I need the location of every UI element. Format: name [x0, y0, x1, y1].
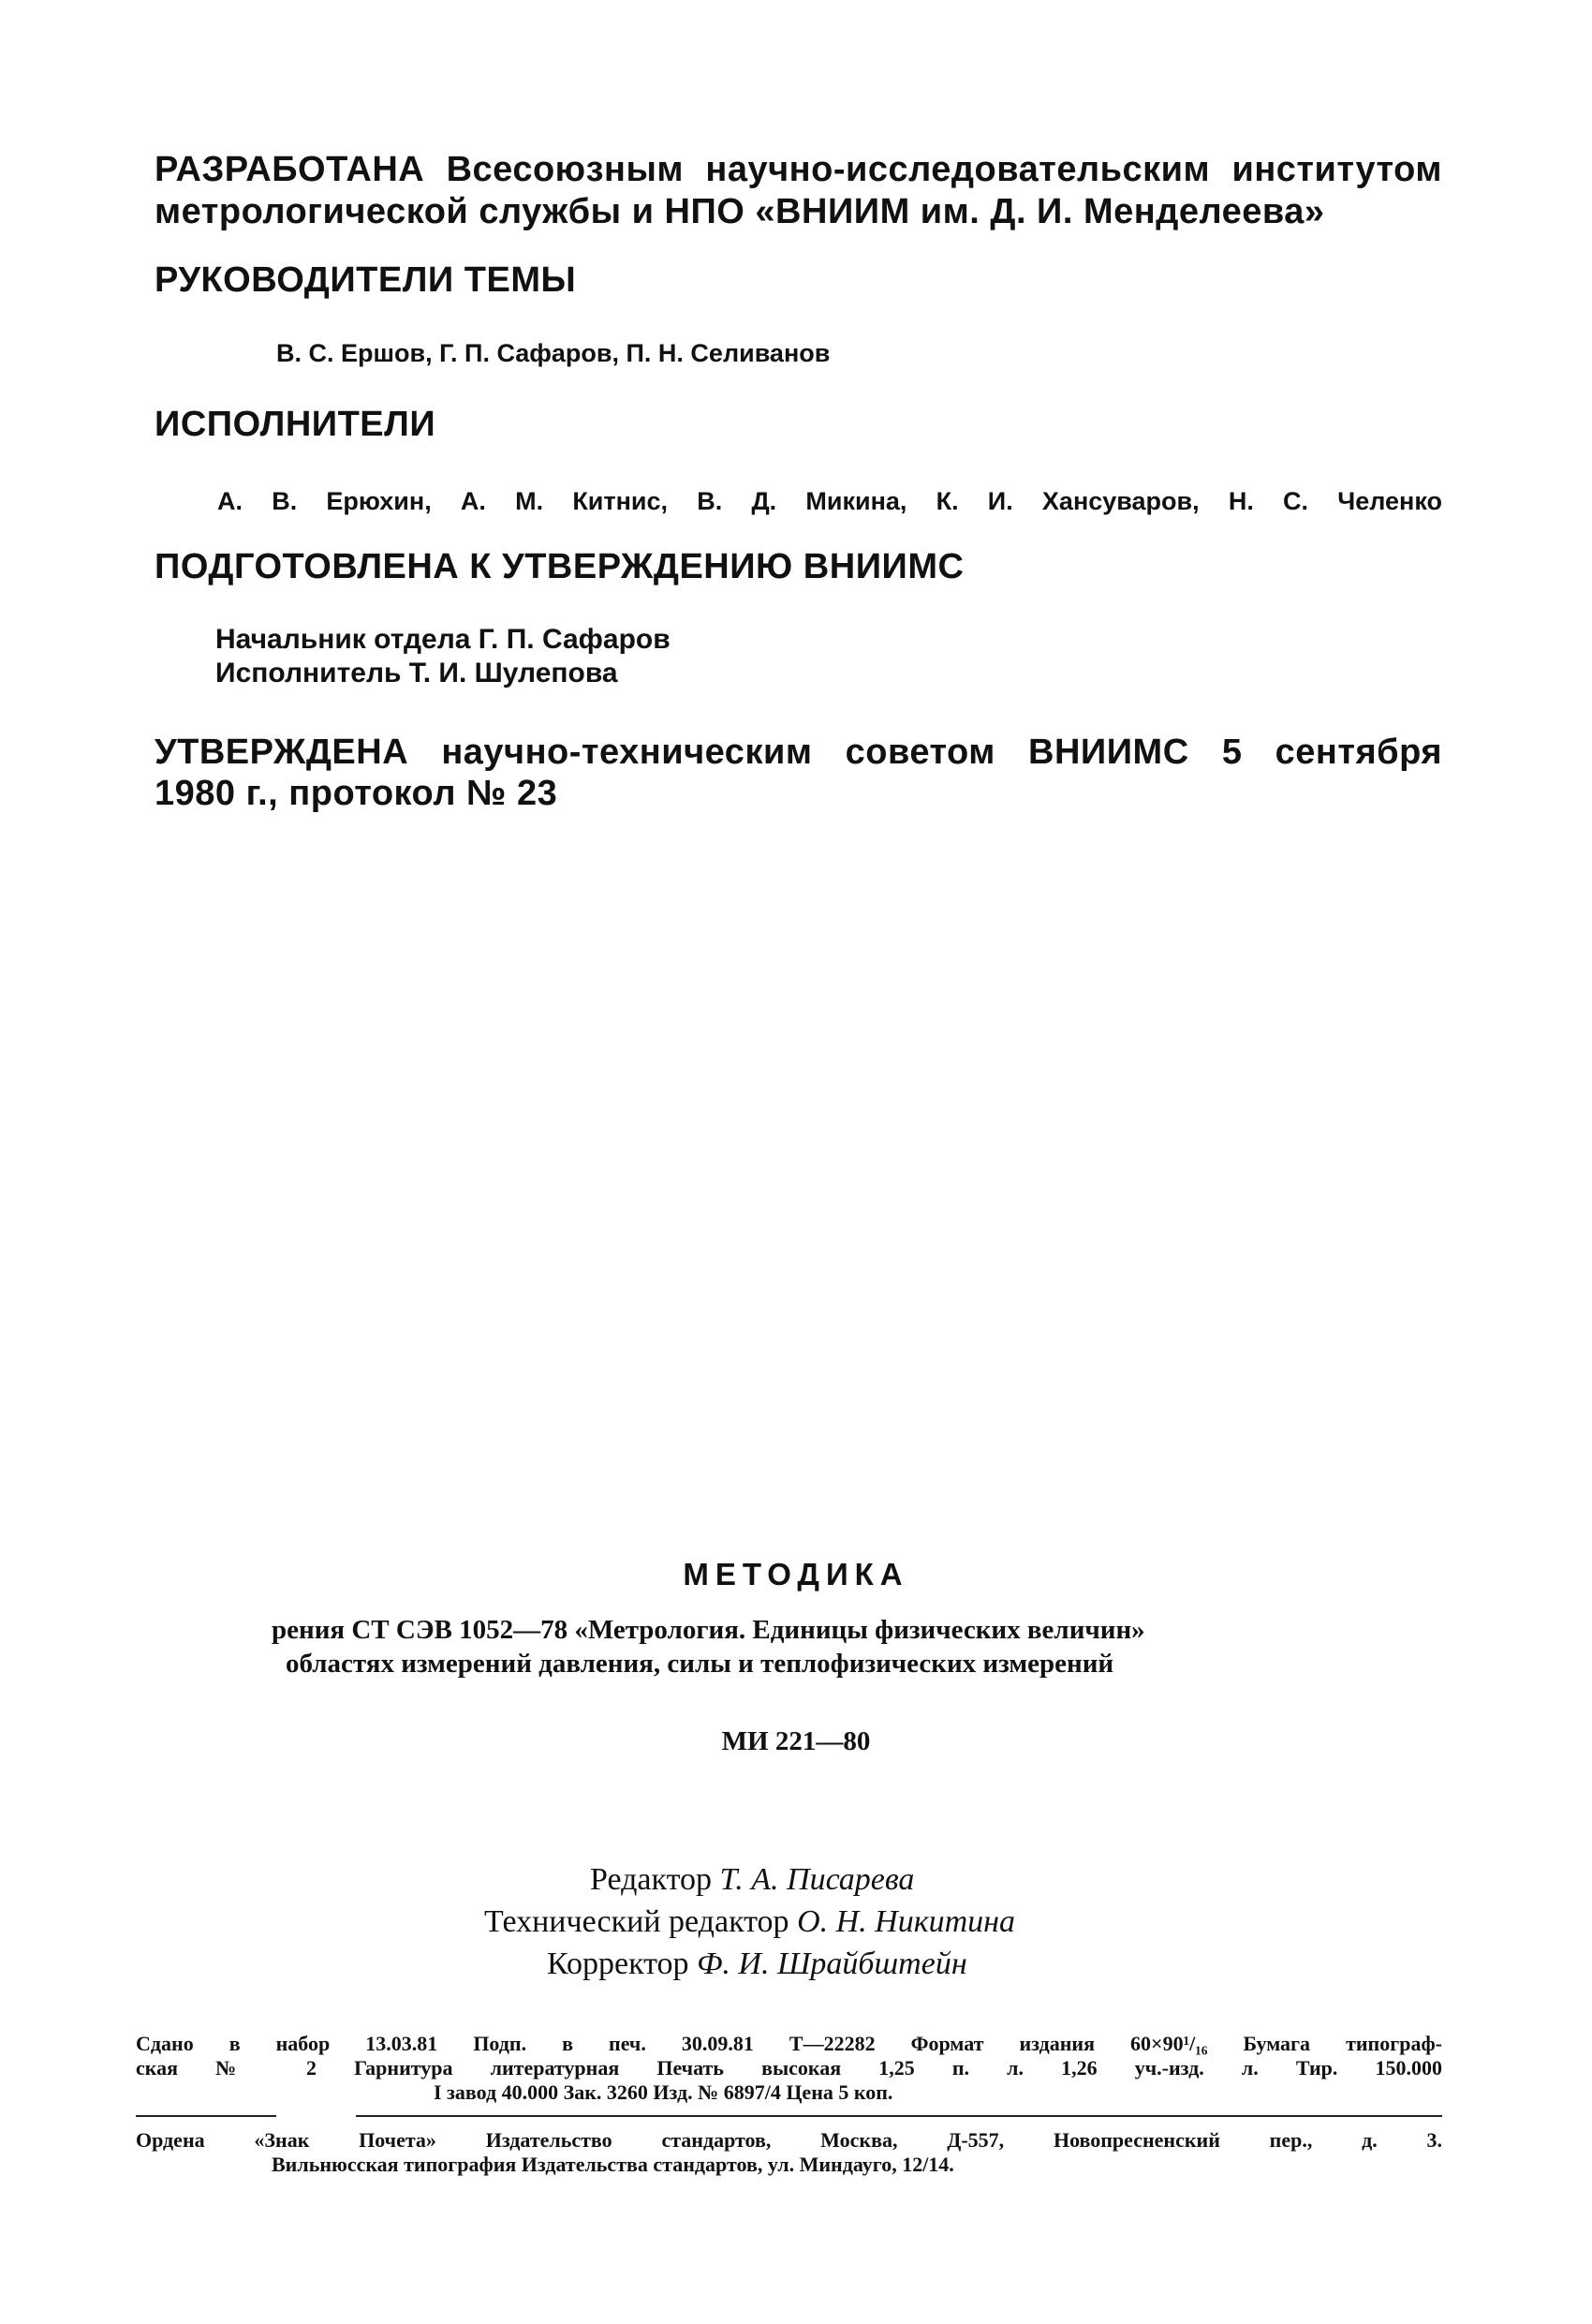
editor-name: Т. А. Писарева [719, 1862, 915, 1897]
developed-line-2: метрологической службы и НПО «ВНИИМ им. Д. И. Менделеева» [155, 192, 1325, 231]
publisher-line-1: Ордена «Знак Почета» Издательство стандартов, Москва, Д-557, Новопресненский пер., д. 3. [136, 2128, 1442, 2152]
performers-names: А. В. Ерюхин, А. М. Китнис, В. Д. Микина, К. И. Хансуваров, Н. С. Челенко [217, 487, 1442, 515]
approved-line-2: 1980 г., протокол № 23 [155, 774, 558, 813]
developed-label: РАЗРАБОТАНА [155, 150, 425, 189]
rule-short [136, 2115, 276, 2117]
prepared-line-1: Начальник отдела Г. П. Сафаров [215, 624, 671, 655]
developed-text-1: Всесоюзным научно-исследовательским институтом [446, 150, 1442, 189]
tech-editor-name: О. Н. Никитина [797, 1904, 1016, 1939]
editor-label: Редактор [590, 1862, 712, 1897]
colophon-title: МЕТОДИКА [683, 1557, 909, 1591]
document-code: МИ 221—80 [721, 1726, 871, 1756]
imprint-line-2: ская № 2 Гарнитура литературная Печать высокая 1,25 п. л. 1,26 уч.-изд. л. Тир. 150.000 [136, 2056, 1442, 2080]
performers-heading: ИСПОЛНИТЕЛИ [155, 405, 436, 444]
approved-line-1 [155, 733, 1442, 773]
prepared-line-2: Исполнитель Т. И. Шулепова [215, 658, 618, 688]
imprint-line-3: I завод 40.000 Зак. 3260 Изд. № 6897/4 Цена 5 коп. [434, 2080, 893, 2104]
colophon-subtitle-line-2: областях измерений давления, силы и теплофизических измерений [286, 1649, 1114, 1679]
approved-label: УТВЕРЖДЕНА [155, 733, 409, 772]
tech-editor-label: Технический редактор [484, 1904, 789, 1939]
developed-line-1 [155, 150, 1442, 190]
tech-editor-line [484, 1904, 1015, 1940]
approved-text-1: научно-техническим советом ВНИИМС 5 сентября [441, 733, 1442, 772]
proofreader-name: Ф. И. Шрайбштейн [697, 1947, 967, 1981]
prepared-heading: ПОДГОТОВЛЕНА К УТВЕРЖДЕНИЮ ВНИИМС [155, 547, 965, 586]
proofreader-label: Корректор [547, 1947, 689, 1981]
editor-line [590, 1862, 914, 1898]
rule-long [356, 2115, 1442, 2117]
colophon-subtitle-line-1: рения СТ СЭВ 1052—78 «Метрология. Единицы физических величин» [272, 1615, 1145, 1645]
leaders-heading: РУКОВОДИТЕЛИ ТЕМЫ [155, 260, 577, 300]
leaders-names: В. С. Ершов, Г. П. Сафаров, П. Н. Селиванов [276, 339, 831, 367]
imprint-line-1: Сдано в набор 13.03.81 Подп. в печ. 30.09.81 Т—22282 Формат издания 60×90¹/₁₆ Бумага типограф- [136, 2032, 1442, 2055]
proofreader-line [547, 1947, 967, 1982]
publisher-line-2: Вильнюсская типография Издательства стандартов, ул. Миндауго, 12/14. [272, 2153, 954, 2176]
